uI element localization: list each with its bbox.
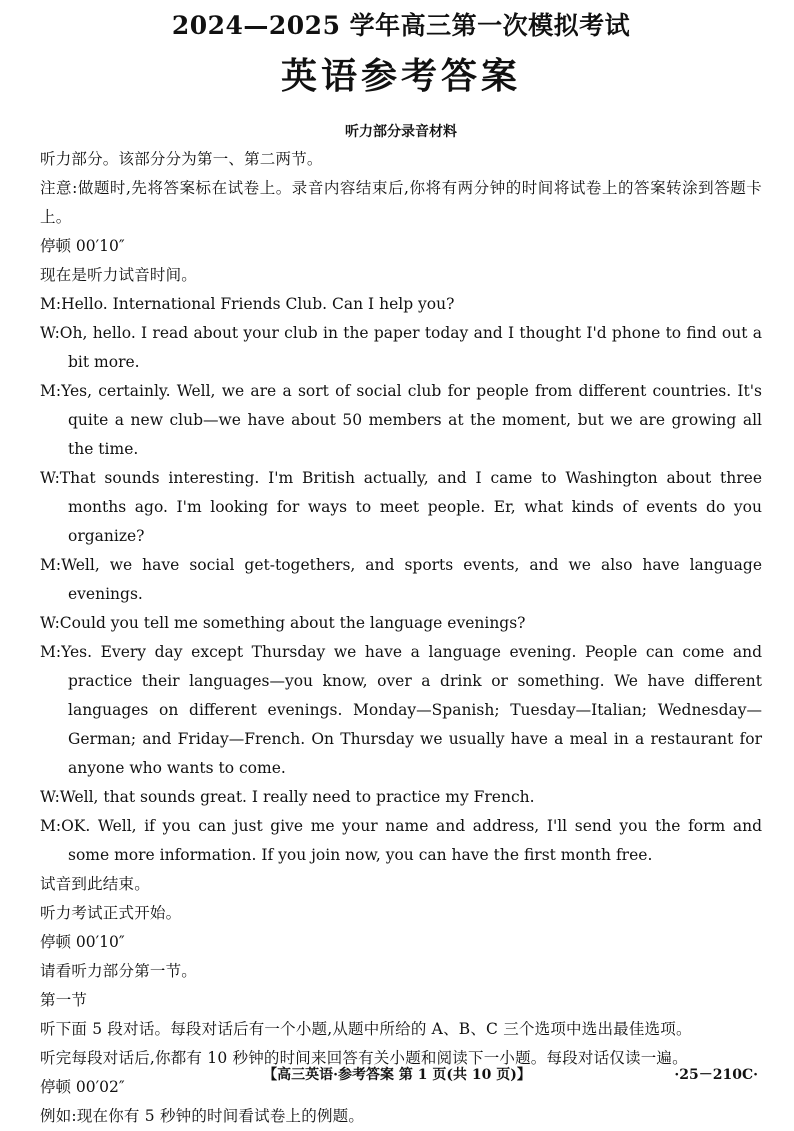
instruction-line: 听完每段对话后,你都有 10 秒钟的时间来回答有关小题和阅读下一小题。每段对话仅读一遍。 [40,1049,688,1067]
dialogue-line: W:Oh, hello. I read about your club in the paper today and I thought I'd phone to find out a bit more. [40,324,762,371]
pause-marker: 停顿 00′10″ [40,237,125,255]
dialogue-line: W:Could you tell me something about the language evenings? [40,614,526,632]
text-line: 试音到此结束。 [40,875,150,893]
text-line: 注意:做题时,先将答案标在试卷上。录音内容结束后,你将有两分钟的时间将试卷上的答案转涂到答题卡上。 [40,179,762,226]
pause-marker: 停顿 00′02″ [40,1078,125,1096]
text-line: 听力考试正式开始。 [40,904,182,922]
dialogue-line: M:Yes, certainly. Well, we are a sort of social club for people from different countries. It's quite a new club—we have about 50 members at the moment, but we are growing all the time. [40,382,762,458]
transcript-body [40,145,762,1131]
footer-page-info: 【高三英语·参考答案 第 1 页(共 10 页)】 [263,1067,531,1083]
text-line: 听力部分。该部分分为第一、第二两节。 [40,150,323,168]
text-line: 请看听力部分第一节。 [40,962,198,980]
dialogue-line: W:That sounds interesting. I'm British actually, and I came to Washington about three months ago. I'm looking for ways to meet people. Er, what kinds of events do you organize? [40,469,762,545]
document-title: 英语参考答案 [280,55,521,97]
dialogue-line: M:OK. Well, if you can just give me your name and address, I'll send you the form and some more information. If you join now, you can have the first month free. [40,817,762,864]
text-line: 例如:现在你有 5 秒钟的时间看试卷上的例题。 [40,1107,365,1125]
dialogue-line: M:Hello. International Friends Club. Can I help you? [40,295,455,313]
footer-code: ·25－210C· [674,1067,758,1083]
section-heading: 听力部分录音材料 [345,124,457,140]
dialogue-line: M:Well, we have social get-togethers, and sports events, and we also have language evenings. [40,556,762,603]
instruction-line: 听下面 5 段对话。每段对话后有一个小题,从题中所给的 A、B、C 三个选项中选出最佳选项。 [40,1020,692,1038]
section-label: 第一节 [40,991,88,1009]
exam-title: 2024—2025 学年高三第一次模拟考试 [171,11,631,40]
pause-marker: 停顿 00′10″ [40,933,125,951]
dialogue-line: M:Yes. Every day except Thursday we have a language evening. People can come and practice their languages—you know, over a drink or something. We have different languages on different evenings. Monday—Spanish; Tuesday—Italian; Wednesday—German; and Friday—French. On Thursday we usually have a meal in a restaurant for anyone who wants to come. [40,643,762,777]
text-line: 现在是听力试音时间。 [40,266,198,284]
dialogue-line: W:Well, that sounds great. I really need to practice my French. [40,788,535,806]
